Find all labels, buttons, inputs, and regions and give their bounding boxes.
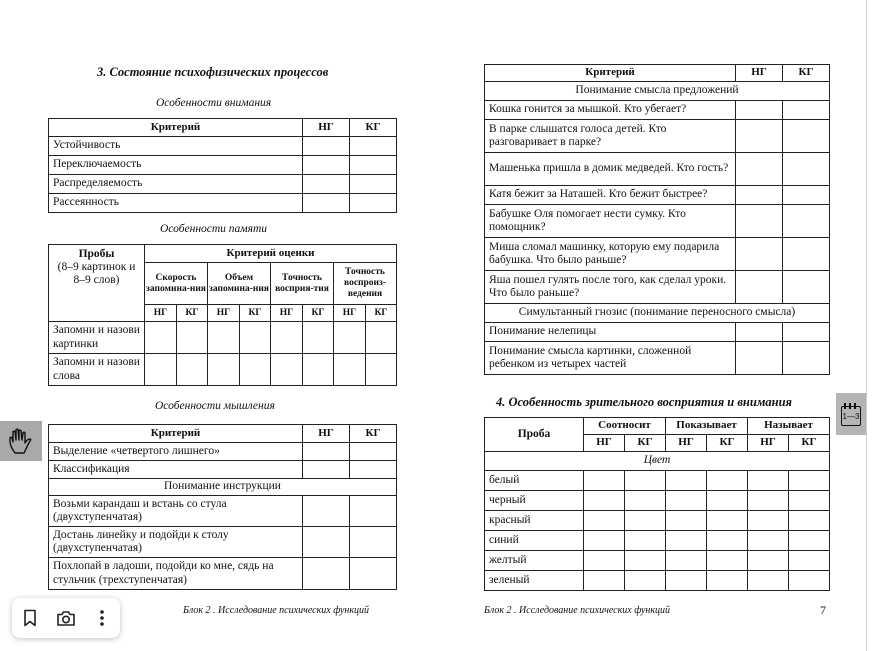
shows-header: Показывает xyxy=(666,418,748,435)
probe-subheader: (8–9 картинок и 8–9 слов) xyxy=(57,261,136,286)
header-ng: НГ xyxy=(584,435,625,452)
cell[interactable] xyxy=(707,491,748,511)
row-label: Устойчивость xyxy=(49,137,303,156)
hand-tab xyxy=(0,421,42,461)
cell[interactable] xyxy=(748,511,789,531)
criterion-header: Критерий оценки xyxy=(145,245,397,263)
cell[interactable] xyxy=(240,354,271,386)
cell-kg[interactable] xyxy=(350,194,397,213)
cell-kg[interactable] xyxy=(783,271,830,304)
color-group-header: Цвет xyxy=(485,452,830,471)
cell-ng[interactable] xyxy=(303,175,350,194)
cell-ng[interactable] xyxy=(736,153,783,186)
table-row xyxy=(485,342,830,375)
cell[interactable] xyxy=(177,354,208,386)
camera-icon xyxy=(56,610,76,627)
hand-icon xyxy=(8,427,34,455)
cell-ng[interactable] xyxy=(303,156,350,175)
row-label: Распределяемость xyxy=(49,175,303,194)
cell[interactable] xyxy=(271,354,303,386)
cell-ng[interactable] xyxy=(303,461,350,479)
notebook-icon xyxy=(841,403,861,425)
section-title-3: 3. Состояние психофизических процессов xyxy=(97,65,329,79)
cell[interactable] xyxy=(748,531,789,551)
cell[interactable] xyxy=(748,491,789,511)
reproduction-accuracy-header: Точность воспроиз-ведения xyxy=(334,263,397,305)
row-label: Классификация xyxy=(49,461,303,479)
row-label: Достань линейку и подойди к столу (двухступенчатая) xyxy=(49,527,303,558)
row-label: Запомни и назови картинки xyxy=(49,322,145,354)
header-criterion: Критерий xyxy=(49,425,303,443)
table-row xyxy=(485,491,830,511)
bookmark-icon xyxy=(23,609,37,627)
section-title-4: 4. Особенность зрительного восприятия и внимания xyxy=(496,395,792,409)
cell-ng[interactable] xyxy=(303,527,350,558)
cell[interactable] xyxy=(789,531,830,551)
header-criterion: Критерий xyxy=(49,119,303,137)
cell[interactable] xyxy=(748,471,789,491)
cell-kg[interactable] xyxy=(350,527,397,558)
row-label: Рассеянность xyxy=(49,194,303,213)
viewer-toolbar xyxy=(12,598,120,638)
cell[interactable] xyxy=(366,322,397,354)
cell[interactable] xyxy=(584,471,625,491)
header-ng: НГ xyxy=(736,65,783,82)
table-row xyxy=(49,527,397,558)
cell[interactable] xyxy=(584,511,625,531)
thinking-subtitle: Особенности мышления xyxy=(155,400,275,412)
cell-ng[interactable] xyxy=(736,342,783,375)
probe-header: Пробы xyxy=(78,248,115,260)
cell-ng[interactable] xyxy=(303,443,350,461)
header-ng: НГ xyxy=(208,305,240,322)
cell[interactable] xyxy=(145,354,177,386)
header-kg: КГ xyxy=(366,305,397,322)
cell[interactable] xyxy=(240,322,271,354)
header-ng: НГ xyxy=(145,305,177,322)
cell-ng[interactable] xyxy=(303,194,350,213)
cell[interactable] xyxy=(789,471,830,491)
header-kg: КГ xyxy=(177,305,208,322)
row-label: черный xyxy=(485,491,584,511)
visual-table xyxy=(484,417,830,591)
header-ng: НГ xyxy=(303,425,350,443)
cell-ng[interactable] xyxy=(736,271,783,304)
cell[interactable] xyxy=(666,511,707,531)
correlates-header: Соотносит xyxy=(584,418,666,435)
cell[interactable] xyxy=(584,571,625,591)
table-row xyxy=(485,205,830,238)
row-label: белый xyxy=(485,471,584,491)
cell[interactable] xyxy=(584,531,625,551)
cell[interactable] xyxy=(303,354,334,386)
header-kg: КГ xyxy=(707,435,748,452)
cell[interactable] xyxy=(748,551,789,571)
cell[interactable] xyxy=(584,551,625,571)
cell[interactable] xyxy=(789,511,830,531)
cell[interactable] xyxy=(334,354,366,386)
header-ng: НГ xyxy=(303,119,350,137)
sentences-group-header: Понимание смысла предложений xyxy=(485,82,830,101)
camera-button[interactable] xyxy=(52,604,80,632)
gnosis-group-header: Симультанный гнозис (понимание переносного смысла) xyxy=(485,304,830,323)
table-row xyxy=(49,322,397,354)
row-label: Запомни и назови слова xyxy=(49,354,145,386)
cell[interactable] xyxy=(666,491,707,511)
cell-kg[interactable] xyxy=(350,558,397,590)
row-label: Миша сломал машинку, которую ему подарила бабушка. Что было раньше? xyxy=(485,238,736,271)
row-label: синий xyxy=(485,531,584,551)
cell[interactable] xyxy=(789,571,830,591)
cell[interactable] xyxy=(208,322,240,354)
cell-ng[interactable] xyxy=(736,238,783,271)
header-ng: НГ xyxy=(271,305,303,322)
right-footer: Блок 2 . Исследование психических функций xyxy=(484,605,671,616)
row-label: Возьми карандаш и встань со стула (двухступенчатая) xyxy=(49,496,303,527)
cell-kg[interactable] xyxy=(783,186,830,205)
table-row xyxy=(49,175,397,194)
cell[interactable] xyxy=(625,551,666,571)
table-row xyxy=(49,496,397,527)
cell[interactable] xyxy=(625,471,666,491)
cell[interactable] xyxy=(625,511,666,531)
cell-kg[interactable] xyxy=(350,137,397,156)
row-label: Машенька пришла в домик медведей. Кто гость? xyxy=(485,153,736,186)
row-label: Кошка гонится за мышкой. Кто убегает? xyxy=(485,101,736,120)
header-ng: НГ xyxy=(748,435,789,452)
cell-kg[interactable] xyxy=(783,101,830,120)
header-kg: КГ xyxy=(789,435,830,452)
cell[interactable] xyxy=(707,551,748,571)
header-ng: НГ xyxy=(666,435,707,452)
cell[interactable] xyxy=(334,322,366,354)
row-label: Бабушке Оля помогает нести сумку. Кто помощник? xyxy=(485,205,736,238)
header-criterion: Критерий xyxy=(485,65,736,82)
table-row xyxy=(49,194,397,213)
tab-label: 1—3 xyxy=(842,412,860,421)
header-kg: КГ xyxy=(240,305,271,322)
row-label: Выделение «четвертого лишнего» xyxy=(49,443,303,461)
cell-ng[interactable] xyxy=(736,120,783,153)
table-row xyxy=(49,558,397,590)
cell-ng[interactable] xyxy=(736,101,783,120)
table-row xyxy=(485,511,830,531)
cell[interactable] xyxy=(584,491,625,511)
probe-header-cell xyxy=(49,245,145,322)
cell-kg[interactable] xyxy=(783,205,830,238)
table-row xyxy=(485,153,830,186)
table-row xyxy=(485,551,830,571)
section-tab xyxy=(836,393,866,435)
cell-kg[interactable] xyxy=(783,342,830,375)
cell[interactable] xyxy=(748,571,789,591)
sentences-table xyxy=(484,64,830,375)
row-label: Переключаемость xyxy=(49,156,303,175)
cell[interactable] xyxy=(666,531,707,551)
row-label: желтый xyxy=(485,551,584,571)
table-row xyxy=(485,271,830,304)
instruction-group-header: Понимание инструкции xyxy=(49,479,397,496)
memory-subtitle: Особенности памяти xyxy=(160,223,268,235)
cell[interactable] xyxy=(366,354,397,386)
table-row xyxy=(485,186,830,205)
cell[interactable] xyxy=(666,571,707,591)
table-row xyxy=(485,238,830,271)
header-kg: КГ xyxy=(350,425,397,443)
table-row xyxy=(485,531,830,551)
row-label: В парке слышатся голоса детей. Кто разговаривает в парке? xyxy=(485,120,736,153)
table-row xyxy=(49,461,397,479)
left-footer: Блок 2 . Исследование психических функций xyxy=(183,605,370,616)
attention-table xyxy=(48,118,397,213)
cell[interactable] xyxy=(707,511,748,531)
cell[interactable] xyxy=(625,491,666,511)
header-ng: НГ xyxy=(334,305,366,322)
page-number: 7 xyxy=(820,603,826,617)
row-label: Яша пошел гулять после того, как сделал уроки. Что было раньше? xyxy=(485,271,736,304)
cell[interactable] xyxy=(625,531,666,551)
table-row xyxy=(49,443,397,461)
cell-ng[interactable] xyxy=(736,186,783,205)
speed-header: Скорость запомина-ния xyxy=(145,263,208,305)
cell-kg[interactable] xyxy=(783,120,830,153)
attention-subtitle: Особенности внимания xyxy=(156,97,272,109)
cell[interactable] xyxy=(707,471,748,491)
cell-ng[interactable] xyxy=(736,205,783,238)
memory-table xyxy=(48,244,397,386)
cell[interactable] xyxy=(707,531,748,551)
cell[interactable] xyxy=(625,571,666,591)
header-kg: КГ xyxy=(303,305,334,322)
header-kg: КГ xyxy=(783,65,830,82)
cell-ng[interactable] xyxy=(303,558,350,590)
table-row xyxy=(485,101,830,120)
cell-ng[interactable] xyxy=(303,496,350,527)
table-row xyxy=(485,120,830,153)
cell-ng[interactable] xyxy=(736,323,783,342)
probe-header: Проба xyxy=(485,418,584,452)
volume-header: Объем запомина-ния xyxy=(208,263,271,305)
row-label: красный xyxy=(485,511,584,531)
bookmark-button[interactable] xyxy=(16,604,44,632)
cell[interactable] xyxy=(707,571,748,591)
row-label: зеленый xyxy=(485,571,584,591)
cell-kg[interactable] xyxy=(350,175,397,194)
header-kg: КГ xyxy=(625,435,666,452)
cell[interactable] xyxy=(666,551,707,571)
cell[interactable] xyxy=(208,354,240,386)
row-label: Катя бежит за Наташей. Кто бежит быстрее? xyxy=(485,186,736,205)
thinking-table xyxy=(48,424,397,590)
names-header: Называет xyxy=(748,418,830,435)
table-row xyxy=(49,354,397,386)
cell[interactable] xyxy=(303,322,334,354)
cell-kg[interactable] xyxy=(783,238,830,271)
more-button[interactable] xyxy=(88,604,116,632)
row-label: Понимание смысла картинки, сложенной ребенком из четырех частей xyxy=(485,342,736,375)
page-edge-line xyxy=(866,0,867,651)
cell-kg[interactable] xyxy=(350,156,397,175)
cell[interactable] xyxy=(177,322,208,354)
cell-kg[interactable] xyxy=(783,323,830,342)
cell-kg[interactable] xyxy=(350,443,397,461)
row-label: Понимание нелепицы xyxy=(485,323,736,342)
row-label: Похлопай в ладоши, подойди ко мне, сядь на стульчик (трехступенчатая) xyxy=(49,558,303,590)
cell-ng[interactable] xyxy=(303,137,350,156)
cell-kg[interactable] xyxy=(350,461,397,479)
table-row xyxy=(485,571,830,591)
cell[interactable] xyxy=(666,471,707,491)
header-kg: КГ xyxy=(350,119,397,137)
table-row xyxy=(49,156,397,175)
cell[interactable] xyxy=(789,551,830,571)
cell-kg[interactable] xyxy=(783,153,830,186)
table-row xyxy=(485,471,830,491)
table-row xyxy=(49,137,397,156)
more-vertical-icon xyxy=(99,609,105,627)
cell[interactable] xyxy=(271,322,303,354)
perception-accuracy-header: Точность восприя-тия xyxy=(271,263,334,305)
cell[interactable] xyxy=(145,322,177,354)
cell-kg[interactable] xyxy=(350,496,397,527)
table-row xyxy=(485,323,830,342)
cell[interactable] xyxy=(789,491,830,511)
